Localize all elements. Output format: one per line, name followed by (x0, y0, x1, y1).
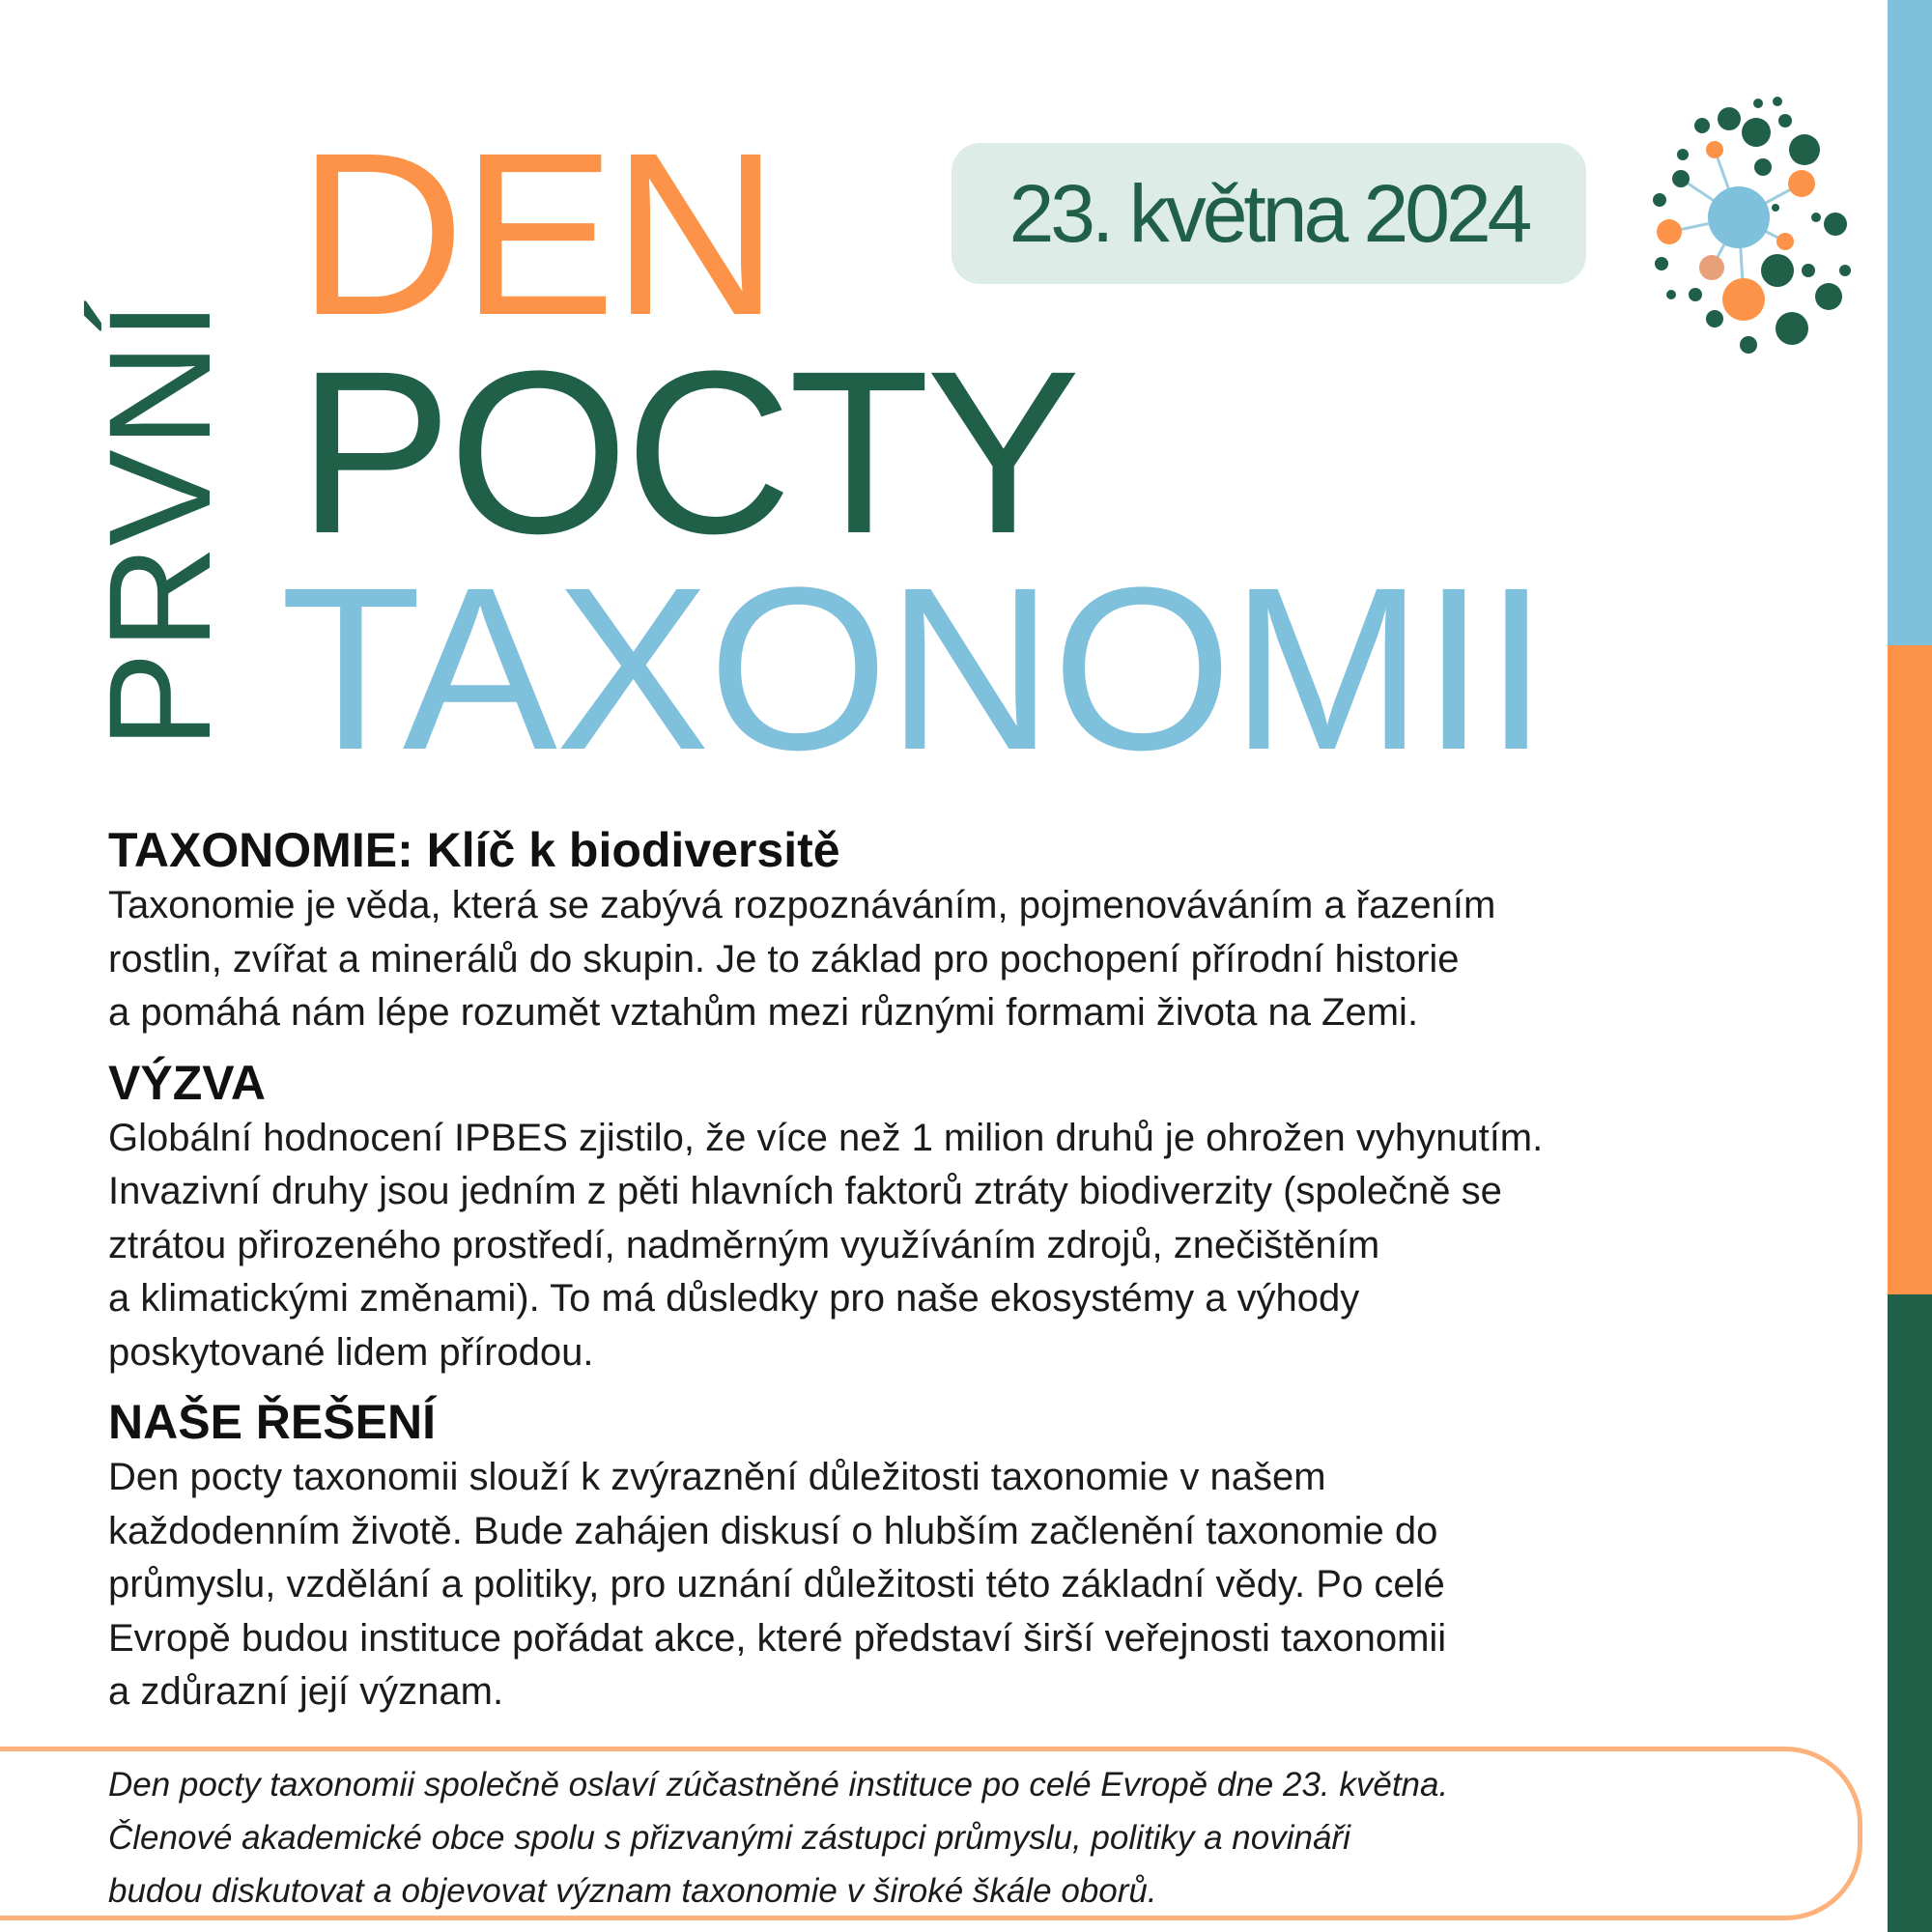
section-heading-reseni: NAŠE ŘEŠENÍ (108, 1395, 436, 1449)
section-body-vyzva: Globální hodnocení IPBES zjistilo, že více než 1 milion druhů je ohrožen vyhynutím. Invazivní druhy jsou jedním z pěti hlavních faktorů ztráty biodiverzity (společně se ztrátou přirozeného prostředí, nadměrným využíváním zdrojů, znečištěním a klimatickými změnami). To má důsledky pro naše ekosystémy a výhody poskytované lidem přírodou. (108, 1116, 1544, 1374)
date-badge (952, 143, 1586, 284)
side-stripe-blue (1888, 0, 1932, 645)
taxonomy-network-logo-icon (1642, 92, 1864, 362)
side-stripe-green (1888, 1294, 1932, 1932)
section-body-reseni: Den pocty taxonomii slouží k zvýraznění důležitosti taxonomie v našem každodenním životě. Bude zahájen diskusí o hlubším začlenění taxonomie do průmyslu, vzdělání a politiky, pro uznání důležitosti této základní vědy. Po celé Evropě budou instituce pořádat akce, které představí širší veřejnosti taxonomii a zdůrazní její význam. (108, 1456, 1447, 1713)
title-line-pocty: POCTY (298, 323, 1077, 582)
section-heading-taxonomie: TAXONOMIE: Klíč k biodiversitě (108, 823, 840, 877)
footer-note-text: Den pocty taxonomii společně oslaví zúčastněné instituce po celé Evropě dne 23. května. Členové akademické obce spolu s přizvanými zástupci průmyslu, politiky a novináři budou diskutovat a objevovat význam taxonomie v široké škále oborů. (108, 1766, 1449, 1910)
main-content (108, 821, 1847, 1733)
section-body-taxonomie: Taxonomie je věda, která se zabývá rozpoznáváním, pojmenováváním a řazením rostlin, zvířat a minerálů do skupin. Je to základ pro pochopení přírodní historie a pomáhá nám lépe rozumět vztahům mezi různými formami života na Zemi. (108, 884, 1496, 1034)
section-heading-vyzva: VÝZVA (108, 1055, 266, 1110)
title-prefix-vertical: PRVNÍ (78, 298, 241, 749)
title-line-taxonomii: TAXONOMII (280, 539, 1547, 798)
side-stripe-orange (1888, 645, 1932, 1294)
date-text: 23. května 2024 (1009, 167, 1529, 259)
title-line-den: DEN (298, 104, 776, 363)
